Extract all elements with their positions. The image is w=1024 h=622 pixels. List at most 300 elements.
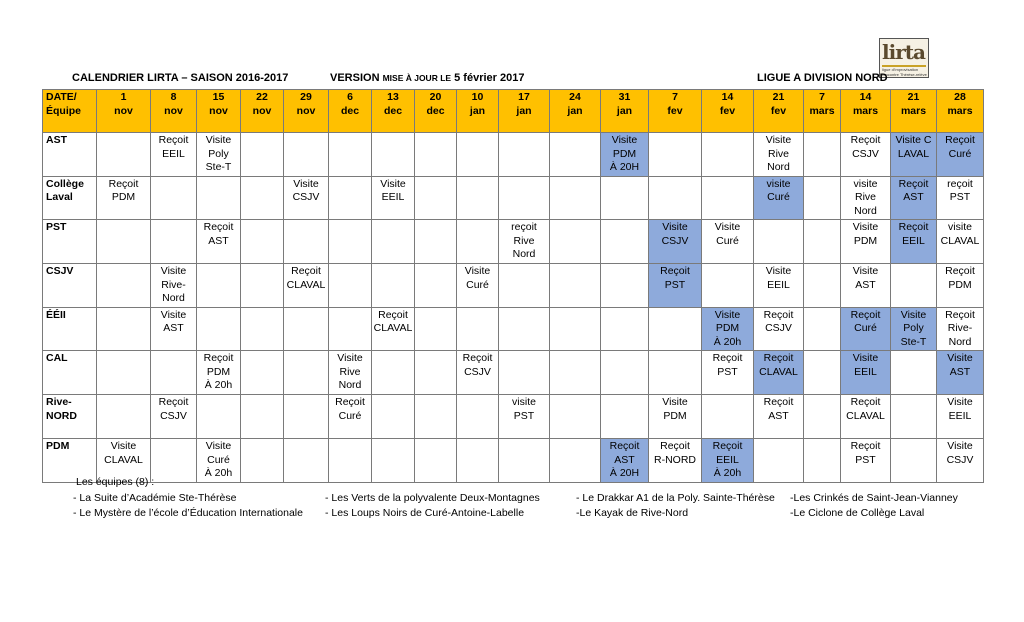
cell-text: Reçoit bbox=[898, 221, 929, 233]
cell-text: À 20h bbox=[204, 467, 233, 479]
cell-text: Visite bbox=[464, 265, 491, 277]
game-cell bbox=[754, 133, 804, 177]
empty-cell bbox=[499, 176, 550, 220]
game-cell bbox=[891, 176, 937, 220]
cell-text: EEIL bbox=[162, 147, 185, 160]
cell-text: Reçoit bbox=[660, 265, 690, 277]
empty-cell bbox=[457, 439, 499, 483]
empty-cell bbox=[97, 220, 151, 264]
game-cell bbox=[841, 351, 891, 395]
game-cell bbox=[97, 176, 151, 220]
cell-text: jan bbox=[516, 104, 532, 117]
team-entry: - La Suite d’Académie Ste-Thérèse bbox=[73, 492, 237, 504]
game-cell bbox=[937, 439, 984, 483]
cell-text: reçoit bbox=[511, 221, 537, 233]
empty-cell bbox=[284, 133, 329, 177]
cell-text: Visite bbox=[337, 352, 363, 364]
cell-text: 28 bbox=[954, 91, 966, 103]
cell-text: Visite bbox=[662, 221, 688, 233]
team-name bbox=[43, 220, 97, 264]
cell-text: Reçoit bbox=[945, 308, 975, 321]
cell-text: 14 bbox=[721, 91, 734, 103]
cell-text: À 20h bbox=[713, 467, 742, 479]
team-entry: -Les Crinkés de Saint-Jean-Vianney bbox=[790, 492, 958, 504]
cell-text: Poly bbox=[903, 322, 924, 334]
header-date bbox=[891, 90, 937, 133]
cell-text: Visite bbox=[293, 177, 319, 190]
cell-text: Collège bbox=[46, 177, 84, 190]
empty-cell bbox=[891, 439, 937, 483]
cell-text: Reçoit bbox=[945, 265, 975, 277]
game-cell bbox=[151, 307, 197, 351]
empty-cell bbox=[649, 176, 702, 220]
cell-text: Reçoit bbox=[850, 440, 881, 452]
empty-cell bbox=[804, 264, 841, 308]
cell-text: PST bbox=[513, 409, 535, 422]
cell-text: Reçoit bbox=[945, 134, 975, 146]
cell-text: PDM bbox=[948, 278, 972, 291]
cell-text: EEIL bbox=[381, 191, 405, 203]
cell-text: PDM bbox=[853, 234, 878, 247]
cell-text: Rive bbox=[767, 147, 789, 160]
cell-text: PST bbox=[46, 221, 67, 233]
empty-cell bbox=[329, 220, 372, 264]
cell-text: Nord bbox=[854, 204, 877, 217]
table-row bbox=[43, 395, 984, 439]
empty-cell bbox=[151, 220, 197, 264]
cell-text: AST bbox=[46, 134, 67, 146]
empty-cell bbox=[372, 395, 415, 439]
empty-cell bbox=[754, 439, 804, 483]
team-name bbox=[43, 133, 97, 177]
cell-text: Reçoit bbox=[609, 440, 640, 452]
cell-text: PDM bbox=[715, 322, 740, 334]
cell-text: CSJV bbox=[160, 409, 187, 422]
cell-text: Rive- bbox=[46, 396, 72, 408]
empty-cell bbox=[329, 264, 372, 308]
cell-text: CLAVAL bbox=[286, 278, 326, 291]
cell-text: ÉÉII bbox=[46, 308, 66, 321]
empty-cell bbox=[284, 307, 329, 351]
empty-cell bbox=[415, 307, 457, 351]
team-entry: - Le Drakkar A1 de la Poly. Sainte-Thérèse bbox=[576, 492, 775, 504]
cell-text: nov bbox=[114, 104, 133, 117]
empty-cell bbox=[329, 176, 372, 220]
game-cell bbox=[151, 264, 197, 308]
cell-text: Visite bbox=[947, 352, 973, 364]
empty-cell bbox=[550, 176, 601, 220]
empty-cell bbox=[372, 439, 415, 483]
game-cell bbox=[601, 439, 649, 483]
cell-text: visite bbox=[948, 221, 972, 233]
cell-text: NORD bbox=[46, 409, 77, 422]
cell-text: 8 bbox=[170, 91, 177, 103]
table-row bbox=[43, 351, 984, 395]
team-entry: - Les Verts de la polyvalente Deux-Montagnes bbox=[325, 492, 540, 504]
empty-cell bbox=[284, 439, 329, 483]
cell-text: Poly bbox=[208, 147, 229, 160]
game-cell bbox=[841, 133, 891, 177]
cell-text: Visite bbox=[110, 440, 137, 452]
empty-cell bbox=[197, 264, 241, 308]
cell-text: À 20H bbox=[609, 467, 640, 479]
table-header-row bbox=[43, 90, 984, 133]
game-cell bbox=[284, 176, 329, 220]
cell-text: dec bbox=[340, 104, 360, 117]
game-cell bbox=[702, 220, 754, 264]
header-date bbox=[754, 90, 804, 133]
cell-text: Visite bbox=[947, 396, 973, 408]
game-cell bbox=[937, 351, 984, 395]
game-cell bbox=[937, 176, 984, 220]
schedule-table bbox=[42, 89, 984, 483]
game-cell bbox=[891, 220, 937, 264]
empty-cell bbox=[197, 395, 241, 439]
cell-text: À 20h bbox=[204, 379, 233, 391]
cell-text: Visite bbox=[714, 221, 741, 233]
game-cell bbox=[197, 439, 241, 483]
table-row bbox=[43, 133, 984, 177]
game-cell bbox=[499, 395, 550, 439]
cell-text: CSJV bbox=[661, 234, 689, 247]
cell-text: Nord bbox=[767, 161, 790, 173]
cell-text: Rive- bbox=[947, 322, 973, 334]
game-cell bbox=[649, 395, 702, 439]
cell-text: PST bbox=[855, 453, 876, 466]
cell-text: AST bbox=[208, 234, 229, 247]
game-cell bbox=[457, 351, 499, 395]
cell-text: Rive bbox=[854, 191, 876, 203]
cell-text: PST bbox=[949, 191, 971, 203]
game-cell bbox=[841, 220, 891, 264]
game-cell bbox=[841, 439, 891, 483]
game-cell bbox=[329, 395, 372, 439]
cell-text: Reçoit bbox=[203, 221, 234, 233]
game-cell bbox=[754, 176, 804, 220]
cell-text: CLAVAL bbox=[940, 234, 980, 247]
cell-text: Reçoit bbox=[763, 396, 794, 408]
cell-text: AST bbox=[949, 365, 971, 378]
empty-cell bbox=[550, 439, 601, 483]
logo-mark: lirta bbox=[882, 40, 925, 64]
empty-cell bbox=[415, 220, 457, 264]
cell-text: Visite bbox=[947, 440, 973, 452]
team-entry: -Le Ciclone de Collège Laval bbox=[790, 507, 925, 519]
cell-text: AST bbox=[903, 191, 924, 203]
cell-text: Visite bbox=[380, 177, 406, 190]
game-cell bbox=[937, 220, 984, 264]
cell-text: Équipe bbox=[46, 104, 82, 117]
cell-text: AST bbox=[163, 322, 184, 334]
empty-cell bbox=[457, 133, 499, 177]
cell-text: Nord bbox=[162, 292, 185, 304]
game-cell bbox=[754, 264, 804, 308]
empty-cell bbox=[804, 176, 841, 220]
cell-text: Visite bbox=[160, 308, 187, 321]
empty-cell bbox=[601, 264, 649, 308]
empty-cell bbox=[457, 307, 499, 351]
header-date bbox=[601, 90, 649, 133]
game-cell bbox=[372, 176, 415, 220]
empty-cell bbox=[891, 395, 937, 439]
cell-text: 7 bbox=[819, 91, 825, 103]
logo-line2: rencontre Thérèse-relève bbox=[882, 72, 927, 77]
cell-text: 21 bbox=[772, 91, 785, 103]
cell-text: Rive bbox=[513, 234, 535, 247]
empty-cell bbox=[601, 220, 649, 264]
cell-text: CSJV bbox=[765, 322, 792, 334]
cell-text: Visite bbox=[662, 396, 688, 408]
cell-text: 24 bbox=[569, 91, 581, 103]
game-cell bbox=[457, 264, 499, 308]
game-cell bbox=[649, 220, 702, 264]
cell-text: 22 bbox=[256, 91, 268, 103]
version-date: 5 février 2017 bbox=[451, 72, 525, 84]
empty-cell bbox=[550, 220, 601, 264]
version-small-caps: MISE À JOUR LE bbox=[382, 73, 452, 83]
cell-text: CAL bbox=[46, 352, 68, 364]
team-name bbox=[43, 395, 97, 439]
empty-cell bbox=[702, 133, 754, 177]
header-date bbox=[197, 90, 241, 133]
cell-text: CSJV bbox=[852, 147, 879, 160]
empty-cell bbox=[804, 133, 841, 177]
team-name bbox=[43, 176, 97, 220]
cell-text: nov bbox=[164, 104, 183, 117]
cell-text: jan bbox=[469, 104, 486, 117]
header-date bbox=[649, 90, 702, 133]
empty-cell bbox=[415, 176, 457, 220]
empty-cell bbox=[415, 439, 457, 483]
cell-text: dec bbox=[383, 104, 403, 117]
cell-text: EEIL bbox=[902, 234, 925, 247]
game-cell bbox=[197, 351, 241, 395]
empty-cell bbox=[329, 133, 372, 177]
empty-cell bbox=[649, 351, 702, 395]
cell-text: 13 bbox=[387, 91, 399, 103]
empty-cell bbox=[601, 176, 649, 220]
empty-cell bbox=[372, 220, 415, 264]
empty-cell bbox=[804, 307, 841, 351]
empty-cell bbox=[550, 395, 601, 439]
cell-text: visite bbox=[853, 177, 878, 190]
header-date-team bbox=[43, 90, 97, 133]
cell-text: Visite bbox=[160, 265, 187, 277]
cell-text: PDM bbox=[663, 409, 687, 422]
cell-text: CSJV bbox=[292, 191, 320, 203]
cell-text: Curé bbox=[948, 147, 972, 160]
cell-text: 10 bbox=[471, 91, 484, 103]
header-date bbox=[284, 90, 329, 133]
cell-text: Reçoit bbox=[850, 134, 881, 146]
cell-text: dec bbox=[426, 104, 445, 117]
game-cell bbox=[937, 264, 984, 308]
game-cell bbox=[329, 351, 372, 395]
cell-text: jan bbox=[616, 104, 633, 117]
empty-cell bbox=[804, 439, 841, 483]
cell-text: Reçoit bbox=[850, 396, 881, 408]
game-cell bbox=[891, 307, 937, 351]
cell-text: 14 bbox=[859, 91, 872, 103]
cell-text: Reçoit bbox=[898, 177, 929, 190]
cell-text: Reçoit bbox=[462, 352, 493, 364]
empty-cell bbox=[372, 351, 415, 395]
cell-text: CLAVAL bbox=[373, 322, 413, 334]
cell-text: Reçoit bbox=[108, 177, 139, 190]
header-date bbox=[804, 90, 841, 133]
team-entry: - Le Mystère de l’école d’Éducation Internationale bbox=[73, 507, 303, 519]
empty-cell bbox=[457, 220, 499, 264]
cell-text: Visite bbox=[765, 265, 792, 277]
empty-cell bbox=[499, 351, 550, 395]
version-prefix: VERSION bbox=[330, 72, 383, 84]
cell-text: jan bbox=[567, 104, 583, 117]
empty-cell bbox=[197, 307, 241, 351]
empty-cell bbox=[499, 439, 550, 483]
header-date bbox=[937, 90, 984, 133]
cell-text: 6 bbox=[347, 91, 353, 103]
game-cell bbox=[841, 395, 891, 439]
header-date bbox=[415, 90, 457, 133]
empty-cell bbox=[241, 351, 284, 395]
team-entry: -Le Kayak de Rive-Nord bbox=[576, 507, 689, 519]
cell-text: Visite bbox=[852, 221, 879, 233]
header-date bbox=[550, 90, 601, 133]
empty-cell bbox=[499, 307, 550, 351]
empty-cell bbox=[372, 264, 415, 308]
cell-text: mars bbox=[947, 104, 973, 117]
version-line bbox=[330, 72, 524, 84]
cell-text: PDM bbox=[206, 365, 231, 378]
team-entry: - Les Loups Noirs de Curé-Antoine-Labelle bbox=[325, 507, 525, 519]
cell-text: 20 bbox=[429, 91, 442, 103]
cell-text: 7 bbox=[672, 91, 678, 103]
game-cell bbox=[649, 264, 702, 308]
cell-text: Visite bbox=[852, 352, 879, 364]
cell-text: Visite C bbox=[895, 134, 932, 146]
empty-cell bbox=[891, 351, 937, 395]
cell-text: 1 bbox=[120, 91, 127, 103]
empty-cell bbox=[499, 133, 550, 177]
cell-text: PST bbox=[717, 365, 738, 378]
cell-text: DATE/ bbox=[46, 91, 77, 103]
cell-text: Curé bbox=[207, 453, 230, 466]
empty-cell bbox=[601, 307, 649, 351]
empty-cell bbox=[415, 264, 457, 308]
empty-cell bbox=[284, 351, 329, 395]
cell-text: Curé bbox=[338, 409, 362, 422]
cell-text: Reçoit bbox=[712, 352, 743, 364]
cell-text: Curé bbox=[854, 322, 877, 334]
cell-text: AST bbox=[768, 409, 789, 422]
cell-text: 31 bbox=[618, 91, 631, 103]
empty-cell bbox=[415, 395, 457, 439]
cell-text: Curé bbox=[466, 278, 489, 291]
cell-text: Visite bbox=[714, 308, 741, 321]
empty-cell bbox=[97, 307, 151, 351]
logo-line1: ligue d'improvisation bbox=[882, 67, 919, 72]
game-cell bbox=[841, 264, 891, 308]
game-cell bbox=[284, 264, 329, 308]
empty-cell bbox=[804, 395, 841, 439]
cell-text: Curé bbox=[716, 234, 739, 247]
cell-text: CLAVAL bbox=[846, 409, 885, 422]
empty-cell bbox=[329, 307, 372, 351]
table-row bbox=[43, 176, 984, 220]
cell-text: PDM bbox=[111, 191, 136, 203]
cell-text: Visite bbox=[205, 134, 232, 146]
header-date bbox=[702, 90, 754, 133]
game-cell bbox=[841, 307, 891, 351]
game-cell bbox=[197, 133, 241, 177]
empty-cell bbox=[329, 439, 372, 483]
cell-text: 17 bbox=[518, 91, 530, 103]
empty-cell bbox=[550, 351, 601, 395]
cell-text: fev bbox=[667, 104, 683, 117]
cell-text: 29 bbox=[300, 91, 312, 103]
cell-text: fev bbox=[719, 104, 736, 117]
cell-text: PST bbox=[664, 278, 686, 291]
game-cell bbox=[372, 307, 415, 351]
cell-text: Reçoit bbox=[763, 308, 794, 321]
cell-text: mars bbox=[809, 104, 835, 117]
cell-text: R-NORD bbox=[654, 453, 696, 466]
table-row bbox=[43, 264, 984, 308]
header-date bbox=[372, 90, 415, 133]
cell-text: Ste-T bbox=[900, 335, 927, 348]
game-cell bbox=[754, 395, 804, 439]
empty-cell bbox=[97, 264, 151, 308]
cell-text: 15 bbox=[212, 91, 225, 103]
cell-text: mars bbox=[852, 104, 879, 117]
empty-cell bbox=[649, 307, 702, 351]
empty-cell bbox=[241, 176, 284, 220]
cell-text: PDM bbox=[612, 147, 637, 160]
cell-text: CLAVAL bbox=[104, 453, 143, 466]
game-cell bbox=[151, 395, 197, 439]
cell-text: Curé bbox=[767, 191, 790, 203]
cell-text: Reçoit bbox=[712, 440, 743, 452]
cell-text: CSJV bbox=[46, 265, 74, 277]
cell-text: Reçoit bbox=[378, 308, 408, 321]
game-cell bbox=[702, 351, 754, 395]
cell-text: Laval bbox=[46, 191, 73, 203]
empty-cell bbox=[241, 220, 284, 264]
header-date bbox=[97, 90, 151, 133]
empty-cell bbox=[754, 220, 804, 264]
game-cell bbox=[151, 133, 197, 177]
cell-text: Reçoit bbox=[158, 134, 189, 146]
cell-text: Reçoit bbox=[158, 396, 189, 408]
game-cell bbox=[937, 307, 984, 351]
cell-text: Nord bbox=[948, 335, 972, 348]
cell-text: EEIL bbox=[948, 409, 972, 422]
cell-text: nov bbox=[252, 104, 272, 117]
game-cell bbox=[499, 220, 550, 264]
header-date bbox=[329, 90, 372, 133]
cell-text: Visite bbox=[765, 134, 792, 146]
empty-cell bbox=[702, 264, 754, 308]
game-cell bbox=[702, 439, 754, 483]
cell-text: CSJV bbox=[464, 365, 491, 378]
empty-cell bbox=[241, 133, 284, 177]
cell-text: À 20h bbox=[713, 335, 742, 348]
empty-cell bbox=[601, 395, 649, 439]
table-row bbox=[43, 220, 984, 264]
cell-text: Reçoit bbox=[660, 440, 690, 452]
team-name bbox=[43, 351, 97, 395]
game-cell bbox=[937, 395, 984, 439]
